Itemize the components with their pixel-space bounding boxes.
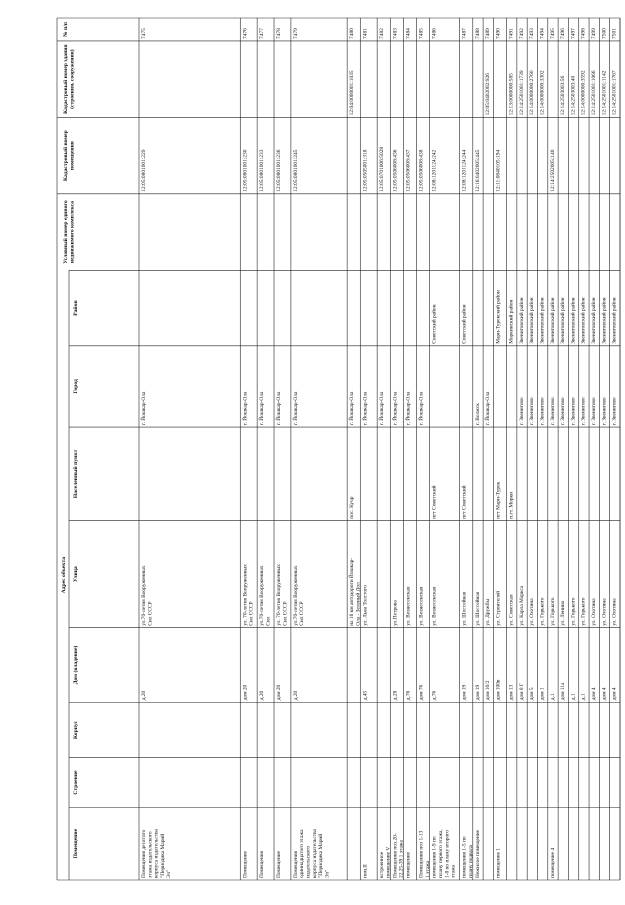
cell-pomeshchenie: пом.II xyxy=(362,864,369,878)
header-korpus: Корпус xyxy=(73,720,79,739)
cell-street: ул. Вознесенская xyxy=(405,586,412,626)
header-building: Кадастровый номер здания xyxy=(63,44,69,114)
cell-house: д.1 xyxy=(570,693,577,701)
cell-pomeshchenie: плану первого этажа, xyxy=(437,829,444,878)
cell-street: Сил СССР xyxy=(299,601,306,626)
cell-premise: 12:05:0506008:438 xyxy=(418,149,425,192)
cell-street: ул. 70-летия Вооруженных xyxy=(276,564,283,626)
cell-house: д.45 xyxy=(362,690,369,701)
cell-house: д.20 xyxy=(292,690,299,701)
cell-pomeshchenie: этажа издательского xyxy=(147,831,154,878)
cell-district: Звениговский район xyxy=(529,297,536,344)
cell-street: ул. Карла Маркса xyxy=(518,585,525,626)
cell-premise: 12:05:0801001:245 xyxy=(292,149,299,192)
cell-house: дом 4 xyxy=(601,687,608,701)
cell-pomeshchenie: помещения 1-5 по xyxy=(461,836,468,878)
header-stroenie: Строение xyxy=(73,770,79,795)
cell-pomeshchenie: "Периодика Марий xyxy=(318,833,325,878)
cell-building: 12:14:2503003:56 xyxy=(560,75,567,116)
cell-building: 12:14:0000000:2760 xyxy=(529,70,536,116)
cell-settlement: пгт Советский xyxy=(461,485,468,519)
cell-city: г. Звенигово xyxy=(518,397,525,426)
cell-pomeshchenie: Нежилое помещение xyxy=(474,829,481,878)
cell-num: 7488 xyxy=(474,28,481,39)
cell-pomeshchenie: корпуса издательства xyxy=(153,829,160,878)
cell-building: 12:14:0000000:3592 xyxy=(580,70,587,116)
cell-house: д.76 xyxy=(405,690,412,701)
cell-premise: 12:05:0801001:229 xyxy=(141,149,147,192)
cell-city: г. Волжск xyxy=(474,403,481,426)
cell-pomeshchenie: помещение 4 xyxy=(549,847,556,878)
cell-street: ул. Ленина xyxy=(560,600,567,626)
cell-house: дом 100в xyxy=(495,679,502,701)
cell-premise: 12:08:1201124:242 xyxy=(431,149,438,192)
cell-pomeshchenie: корпуса издательства xyxy=(311,829,318,878)
cell-pomeshchenie: 22,25-39 1 этажа xyxy=(398,840,405,878)
cell-pomeshchenie: одиннадцатого этажа xyxy=(299,829,306,878)
cell-building: 12:14:2501001:1066 xyxy=(591,70,598,116)
cell-premise: 12:05:0801001:233 xyxy=(259,149,266,192)
cell-street: ул. Горького xyxy=(539,597,546,626)
cell-pomeshchenie: помещение xyxy=(405,852,412,878)
header-premise: помещения xyxy=(69,141,76,171)
cell-pomeshchenie: Помещение xyxy=(242,851,249,878)
cell-city: г. Йошкар-Ола xyxy=(276,391,283,426)
cell-street: ул. Вознесенская xyxy=(431,586,438,626)
cell-street: Сил СССР xyxy=(147,601,154,626)
cell-street: ул. 70-летия Вооруженных xyxy=(242,564,249,626)
cell-num: 7494 xyxy=(539,28,546,39)
cell-city: г. Звенигово xyxy=(539,397,546,426)
cell-num: 7493 xyxy=(529,28,536,39)
cell-building: 12:14:2501001:1767 xyxy=(611,70,618,116)
cell-num: 7500 xyxy=(601,28,608,39)
cell-settlement: пос. Кучр xyxy=(349,496,356,519)
cell-street: ул.70-летия Вооруженных xyxy=(259,565,266,626)
cell-house: дом 13 xyxy=(508,684,515,701)
cell-premise: 12:08:1201124:244 xyxy=(461,149,468,192)
cell-premise: 12:05:0701006:5028 xyxy=(379,146,386,192)
cell-house: д.20 xyxy=(141,690,147,701)
cell-city: г. Йошкар-Ола xyxy=(485,391,492,426)
cell-premise: 12:11:0840105:194 xyxy=(495,149,502,192)
cell-pomeshchenie: 1-8 по плану второго xyxy=(444,830,451,878)
cell-street: ул. Дружбы xyxy=(485,598,492,626)
cell-house: дом 5 xyxy=(529,687,536,701)
cell-street: ул. Строителей xyxy=(495,590,502,626)
cell-pomeshchenie: "Периодика Марий xyxy=(159,833,166,878)
cell-district: Звениговский район xyxy=(601,297,608,344)
cell-city: г. Йошкар-Ола xyxy=(405,391,412,426)
cell-pomeshchenie: Помещения xyxy=(259,850,266,878)
cell-house: д.1 xyxy=(549,693,556,701)
cell-street: ул. Льва Толстого xyxy=(362,585,369,626)
cell-district: Мари-Турекский район xyxy=(495,290,502,344)
cell-house: дом 20 xyxy=(242,684,249,701)
cell-premise: 12:05:0506008:436 xyxy=(392,149,399,192)
cell-building: 12:14:0000000:3302 xyxy=(539,70,546,116)
cell-num: 7479 xyxy=(292,28,299,39)
cell-house: дом 4 xyxy=(591,687,598,701)
cell-pomeshchenie: встроенное xyxy=(379,851,386,878)
cell-street: ул. Охотина xyxy=(529,598,536,626)
cell-house: дом 4 xyxy=(611,687,618,701)
cell-premise: 12:05:0505001:318 xyxy=(362,149,369,192)
cell-street: ул. Охотина xyxy=(601,598,608,626)
cell-house: дом 16/2 xyxy=(485,680,492,701)
cell-num: 7490 xyxy=(495,28,502,39)
cell-city: г. Звенигово xyxy=(601,397,608,426)
cell-street: ул. Шоссейная xyxy=(474,591,481,626)
cell-city: г. Звенигово xyxy=(611,397,618,426)
cell-house: д.28 xyxy=(392,690,399,701)
cell-city: г. Звенигово xyxy=(570,397,577,426)
cell-building: 12:14:2501001:1142 xyxy=(601,70,608,116)
cell-city: г. Йошкар-Ола xyxy=(242,391,249,426)
cell-city: г. Йошкар-Ола xyxy=(418,391,425,426)
cell-premise: 12:16:0402005:445 xyxy=(474,149,481,192)
header-conditional: Условный номер единого xyxy=(63,200,69,264)
cell-house: дом 1 xyxy=(539,687,546,701)
cell-pomeshchenie: Помещения xyxy=(292,850,299,878)
cell-street: ул. Охотина xyxy=(611,598,618,626)
cell-street: ул. Горького xyxy=(570,597,577,626)
header-building: (строения, сооружения) xyxy=(69,49,76,109)
cell-street: Ола - Зеленый Дол xyxy=(355,582,362,626)
cell-city: г. Звенигово xyxy=(529,397,536,426)
cell-street: ул. Советская xyxy=(508,594,515,626)
header-settlement: Населенный пункт xyxy=(73,449,79,499)
cell-building: 12:13:0000000:585 xyxy=(508,73,515,116)
header-pomeshchenie: Помещение xyxy=(73,828,79,859)
cell-house: дом 20 xyxy=(276,684,283,701)
cell-city: г. Йошкар-Ола xyxy=(349,391,356,426)
cell-num: 7481 xyxy=(362,28,369,39)
cell-premise: 12:05:0506008:437 xyxy=(405,149,412,192)
cell-num: 7483 xyxy=(392,28,399,39)
cell-pomeshchenie: Эл" xyxy=(166,869,173,878)
header-conditional: недвижимого комплекса xyxy=(69,201,76,264)
cell-settlement: п.гт. Морки xyxy=(508,492,515,519)
cell-city: г. Звенигово xyxy=(560,397,567,426)
cell-district: Звениговский район xyxy=(570,297,577,344)
cell-premise: 12:05:0801001:230 xyxy=(242,149,249,192)
header-district: Район xyxy=(73,300,79,316)
cell-city: г. Звенигово xyxy=(580,397,587,426)
cell-num: 7498 xyxy=(580,28,587,39)
cell-num: 7477 xyxy=(259,28,266,39)
cell-pomeshchenie: помещение 1 xyxy=(495,847,502,878)
cell-num: 7495 xyxy=(549,28,556,39)
cell-city: г. Йошкар-Ола xyxy=(141,391,147,426)
cell-street: ул. Горького xyxy=(580,597,587,626)
cell-district: Звениговский район xyxy=(580,297,587,344)
cell-district: Звениговский район xyxy=(539,297,546,344)
cell-pomeshchenie: Помещения поз.20- xyxy=(392,833,399,878)
cell-street: ул. Охотина xyxy=(591,598,598,626)
cell-city: г. Йошкар-Ола xyxy=(362,391,369,426)
cell-num: 7484 xyxy=(405,28,412,39)
cell-house: д.20 xyxy=(259,690,266,701)
cell-num: 7476 xyxy=(242,28,249,39)
cell-district: Звениговский район xyxy=(560,297,567,344)
cell-building: 12:05:0402002:926 xyxy=(485,73,492,116)
header-premise: Кадастровый номер xyxy=(63,130,69,182)
header-num: № п/п xyxy=(63,21,69,37)
cell-district: Звениговский район xyxy=(549,297,556,344)
cell-pomeshchenie: помещение V xyxy=(385,846,392,878)
cell-building: 12:14:2501001:1739 xyxy=(518,70,525,116)
cell-num: 7480 xyxy=(349,28,356,39)
cell-pomeshchenie: плану подвала xyxy=(467,844,474,878)
cell-pomeshchenie: Эл" xyxy=(324,869,331,878)
cell-city: г. Йошкар-Ола xyxy=(392,391,399,426)
cell-pomeshchenie: издательского xyxy=(305,845,312,878)
cell-house: дом 11а xyxy=(560,682,567,701)
cell-city: г. Йошкар-Ола xyxy=(379,391,386,426)
cell-city: г. Звенигово xyxy=(549,397,556,426)
cell-house: дом 19 xyxy=(474,684,481,701)
cell-district: Звениговский район xyxy=(518,297,525,344)
cell-pomeshchenie: Помещения десятого xyxy=(141,829,147,878)
cell-street: Сил СССР xyxy=(248,601,255,626)
cell-settlement: пгт Мари-Турек xyxy=(495,481,502,519)
header-house: Дом (владение) xyxy=(73,645,79,685)
cell-street: ул. Горького xyxy=(549,597,556,626)
cell-pomeshchenie: помещения 1-9 по xyxy=(431,836,438,878)
cell-city: г. Йошкар-Ола xyxy=(259,391,266,426)
cell-num: 7485 xyxy=(418,28,425,39)
cell-building: 12:14:2503003:40 xyxy=(570,75,577,116)
cell-district: Звениговский район xyxy=(611,297,618,344)
cell-premise: 12:14:2502005:140 xyxy=(549,149,556,192)
cell-street: Сил xyxy=(265,616,272,626)
cell-num: 7478 xyxy=(276,28,283,39)
cell-num: 7486 xyxy=(431,28,438,39)
cell-num: 7492 xyxy=(518,28,525,39)
cell-district: Советский район xyxy=(461,304,468,344)
cell-city: г. Йошкар-Ола xyxy=(292,391,299,426)
cell-street: ул.70-летия Вооруженных xyxy=(141,565,147,626)
cell-num: 7475 xyxy=(141,28,147,39)
cell-num: 7496 xyxy=(560,28,567,39)
cell-house: д.1 xyxy=(580,693,587,701)
header-street: Улица xyxy=(73,566,79,583)
cell-building: 12:04:0000001:1035 xyxy=(349,70,356,116)
cell-pomeshchenie: 1 этажа xyxy=(424,860,431,878)
cell-district: Звениговский район xyxy=(591,297,598,344)
header-address-group: Адрес объекта xyxy=(61,556,67,594)
cell-district: Советский район xyxy=(431,304,438,344)
cell-num: 7499 xyxy=(591,28,598,39)
cell-street: ул. Вознесенская xyxy=(418,586,425,626)
cell-num: 7489 xyxy=(485,28,492,39)
cell-house: дом 8 Г xyxy=(518,682,525,701)
cell-street: ул.Петрова xyxy=(392,600,399,626)
cell-premise: 12:05:0801001:236 xyxy=(276,149,283,192)
cell-district: Моркинский район xyxy=(508,299,515,344)
header-city: Город xyxy=(73,379,79,394)
cell-pomeshchenie: Помещения поз 1-13 xyxy=(418,830,425,878)
cell-settlement: пгт Советский xyxy=(431,485,438,519)
cell-house: дом 19 xyxy=(461,684,468,701)
cell-pomeshchenie: этажа xyxy=(450,864,457,878)
cell-num: 7487 xyxy=(461,28,468,39)
cell-house: дом 76 xyxy=(418,684,425,701)
cell-street: на 16 км автодороги Йошкар- xyxy=(349,557,356,626)
cell-city: г. Звенигово xyxy=(591,397,598,426)
cell-num: 7501 xyxy=(611,28,618,39)
cell-num: 7482 xyxy=(379,28,386,39)
cell-street: ул.70-летия Вооруженных xyxy=(292,565,299,626)
cell-house: д.76 xyxy=(431,690,438,701)
cell-num: 7491 xyxy=(508,28,515,39)
cell-num: 7497 xyxy=(570,28,577,39)
cell-street: ул. Шоссейная xyxy=(461,591,468,626)
cell-pomeshchenie: Помещение xyxy=(276,851,283,878)
cell-street: Сил СССР xyxy=(282,601,289,626)
